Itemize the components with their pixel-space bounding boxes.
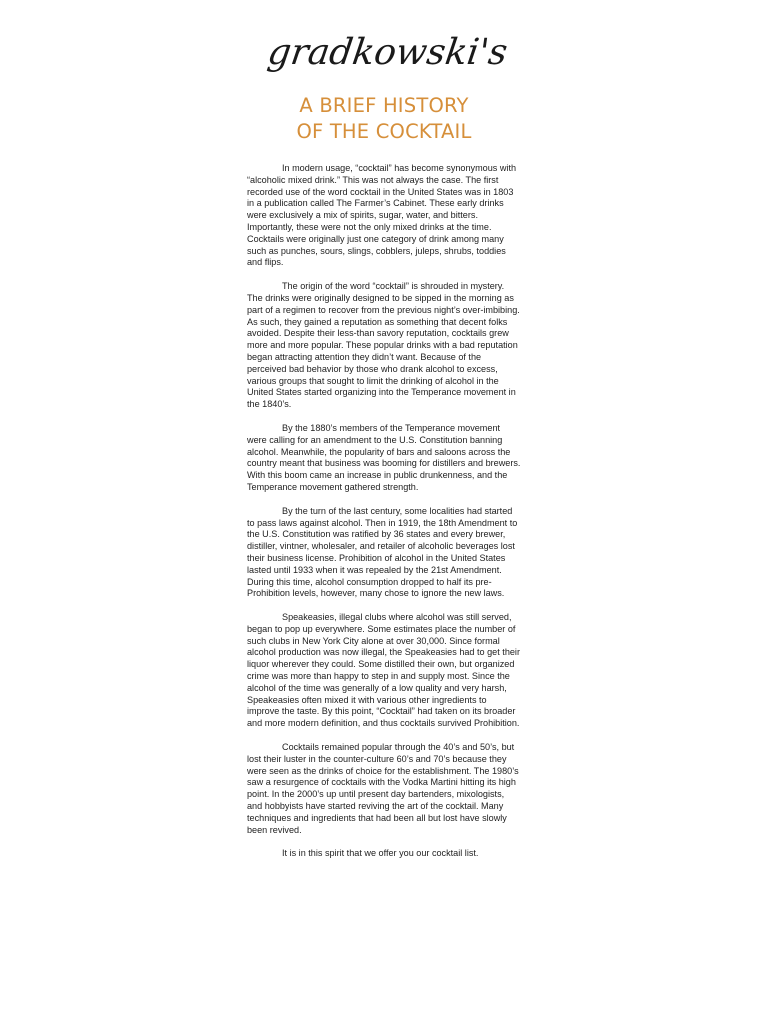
paragraph: By the 1880’s members of the Temperance movement were calling for an amendment to the U.S. Constitution banning alcohol. Meanwhile, the popularity of bars and saloons across the country meant that business was booming for distillers and brewers. With this boom came an increase in public drunkenness, and the Temperance movement gathered strength.	[247, 422, 521, 492]
paragraph: By the turn of the last century, some localities had started to pass laws against alcohol. Then in 1919, the 18th Amendment to the U.S. Constitution was ratified by 36 states and every brewer, distiller, vintner, wholesaler, and retailer of alcoholic beverages lost their business license. Prohibition of alcohol in the United States lasted until 1933 when it was repealed by the 21st Amendment. During this time, alcohol consumption dropped to half its pre-Prohibition levels, however, many chose to ignore the new laws.	[247, 505, 518, 599]
history-text	[247, 163, 521, 872]
paragraph: In modern usage, “cocktail” has become synonymous with “alcoholic mixed drink.” This was not always the case. The first recorded use of the word cocktail in the United States was in 1803 in a publication called The Farmer’s Cabinet. These early drinks were exclusively a mix of spirits, sugar, water, and bitters. Importantly, these were not the only mixed drinks at the time. Cocktails were originally just one category of drink among many such as punches, sours, slings, cobblers, juleps, shrubs, toddies and flips.	[247, 163, 517, 268]
brand-logo	[250, 28, 520, 84]
brand-logo-wordmark	[250, 28, 520, 84]
paragraph: Speakeasies, illegal clubs where alcohol was still served, began to pop up everywhere. Some estimates place the number of such clubs in New York City alone at over 30,000. Since formal alcohol production was now illegal, the Speakeasies had to get their liquor wherever they could. Some distilled their own, but organized crime was more than happy to step in and supply most. Since the alcohol of the time was generally of a low quality and very harsh, Speakeasies often mixed it with various other ingredients to improve the taste. By this point, “Cocktail” had taken on its broader and more modern definition, and thus cocktails survived Prohibition.	[247, 612, 520, 729]
paragraph: It is in this spirit that we offer you our cocktail list.	[282, 848, 479, 859]
paragraph: Cocktails remained popular through the 40’s and 50’s, but lost their luster in the counter-culture 60’s and 70’s because they were seen as the drinks of choice for the establishment. The 1980’s saw a resurgence of cocktails with the Vodka Martini hitting its high point. In the 2000’s up until present day bartenders, mixologists, and hobbyists have started reviving the art of the cocktail. Many techniques and ingredients that had been all but lost have slowly been revived.	[247, 742, 519, 835]
paragraph: The origin of the word “cocktail” is shrouded in mystery. The drinks were originally designed to be sipped in the morning as part of a regimen to recover from the previous night’s over-imbibing. As such, they gained a reputation as something that decent folks avoided. Despite their less-than savory reputation, cocktails grew more and more popular. These popular drinks with a bad reputation began attracting attention they didn’t want. Because of the perceived bad behavior by those who drank alcohol to excess, various groups that sought to limit the drinking of alcohol in the United States started organizing into the Temperance movement in the 1840’s.	[247, 281, 520, 410]
title-line-1: A BRIEF HISTORY	[299, 94, 469, 117]
logo-text: gradkowski's	[265, 30, 511, 73]
page-title	[184, 93, 584, 145]
title-line-2: OF THE COCKTAIL	[296, 120, 472, 143]
